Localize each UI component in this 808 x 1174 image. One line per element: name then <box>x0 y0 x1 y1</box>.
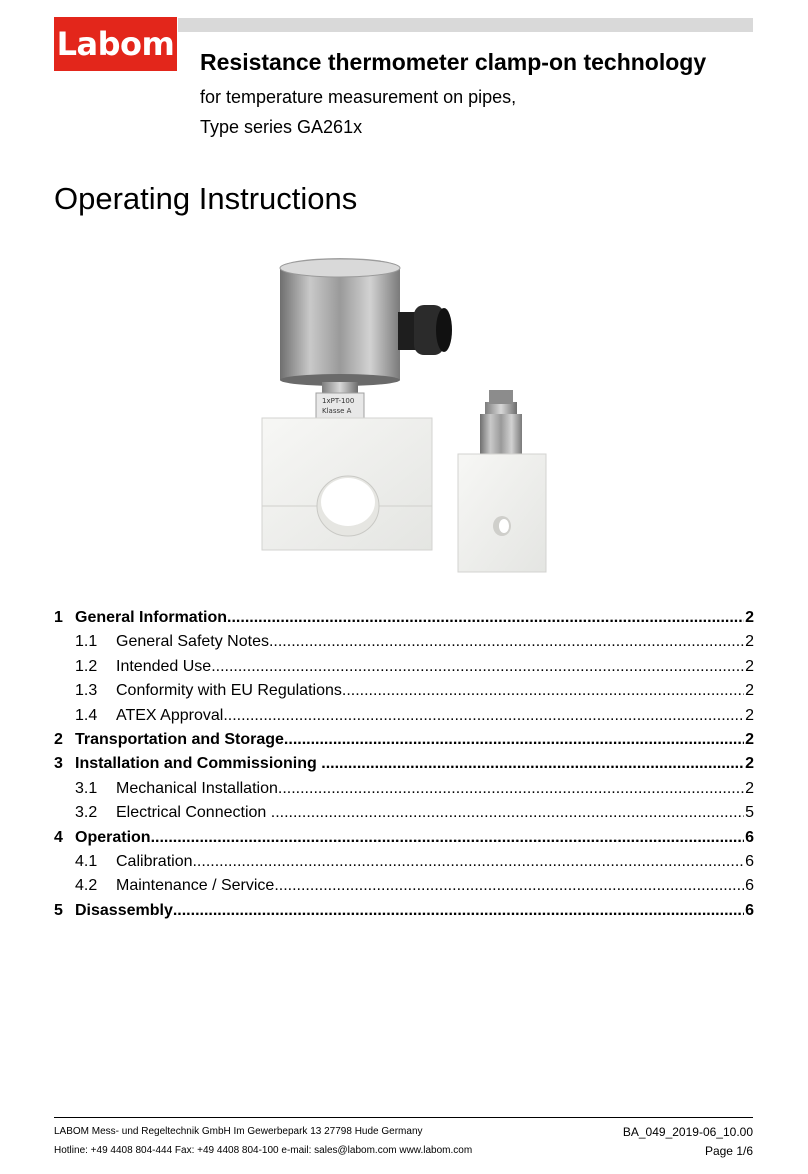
logo-text: Labom <box>56 25 175 63</box>
toc-leader <box>284 731 744 749</box>
toc-leader <box>342 682 744 700</box>
toc-leader <box>271 804 744 822</box>
toc-title: Operation <box>75 828 151 846</box>
toc-page: 2 <box>745 755 754 773</box>
toc-title: Transportation and Storage <box>75 730 284 748</box>
toc-entry[interactable] <box>54 853 754 877</box>
toc-leader <box>192 853 744 871</box>
toc-entry[interactable] <box>54 633 754 657</box>
toc-number: 5 <box>54 901 63 919</box>
toc-number: 1.3 <box>75 682 98 700</box>
footer-company: LABOM Mess- und Regeltechnik GmbH Im Gewerbepark 13 27798 Hude Germany <box>54 1126 423 1137</box>
product-photo <box>252 250 562 585</box>
toc-page: 5 <box>745 804 754 822</box>
toc-entry[interactable] <box>54 902 754 926</box>
toc-entry[interactable] <box>54 658 754 682</box>
toc-number: 3.2 <box>75 804 98 822</box>
toc-page: 2 <box>745 682 754 700</box>
toc-title: Electrical Connection <box>116 804 271 822</box>
labom-logo <box>54 17 177 71</box>
footer-page-number: Page 1/6 <box>704 1144 753 1158</box>
toc-entry[interactable] <box>54 609 754 633</box>
toc-number: 1 <box>54 609 63 626</box>
footer-divider <box>54 1117 753 1118</box>
photo-label-1: 1xPT-100 <box>322 397 355 405</box>
toc-title: Maintenance / Service <box>116 877 275 895</box>
toc-leader <box>151 829 745 847</box>
document-subtitle-2: Type series GA261x <box>200 117 363 137</box>
toc-entry[interactable] <box>54 731 754 755</box>
header-bar <box>178 18 753 32</box>
toc-leader <box>173 902 744 920</box>
toc-leader <box>269 633 744 651</box>
toc-number: 1.2 <box>75 657 98 675</box>
toc-entry[interactable] <box>54 804 754 828</box>
toc-page: 6 <box>745 901 754 919</box>
toc-entry[interactable] <box>54 707 754 731</box>
toc-page: 2 <box>745 609 754 626</box>
toc-leader <box>321 755 744 773</box>
toc-leader <box>211 658 744 676</box>
page-heading: Operating Instructions <box>54 181 358 216</box>
toc-number: 4 <box>54 828 63 846</box>
toc-title: Disassembly <box>75 901 173 919</box>
table-of-contents <box>54 609 754 926</box>
toc-leader <box>227 609 744 627</box>
toc-title: Installation and Commissioning <box>75 755 322 773</box>
footer-doc-id: BA_049_2019-06_10.00 <box>622 1125 753 1139</box>
toc-entry[interactable] <box>54 829 754 853</box>
photo-label-2: Klasse A <box>322 407 352 415</box>
toc-number: 1.4 <box>75 706 98 724</box>
toc-number: 1.1 <box>75 633 98 651</box>
toc-title: Calibration <box>116 852 193 870</box>
toc-page: 2 <box>745 730 754 748</box>
toc-number: 3 <box>54 755 63 773</box>
toc-page: 2 <box>745 633 754 651</box>
toc-number: 2 <box>54 730 63 748</box>
toc-page: 2 <box>745 779 754 797</box>
toc-entry[interactable] <box>54 877 754 901</box>
toc-page: 2 <box>745 706 754 724</box>
toc-title: Mechanical Installation <box>116 779 278 797</box>
toc-leader <box>278 780 744 798</box>
toc-title: Intended Use <box>116 657 212 675</box>
toc-page: 2 <box>745 657 754 675</box>
footer-contact: Hotline: +49 4408 804-444 Fax: +49 4408 804-100 e-mail: sales@labom.com www.labom.com <box>54 1145 473 1156</box>
document-subtitle-1: for temperature measurement on pipes, <box>200 87 517 107</box>
document-title: Resistance thermometer clamp-on technology <box>200 49 707 75</box>
toc-number: 4.2 <box>75 877 98 895</box>
toc-entry[interactable] <box>54 780 754 804</box>
toc-page: 6 <box>745 828 754 846</box>
toc-page: 6 <box>745 877 754 895</box>
toc-leader <box>223 707 744 725</box>
toc-entry[interactable] <box>54 682 754 706</box>
toc-title: General Information <box>75 609 228 626</box>
toc-leader <box>274 877 744 895</box>
toc-number: 3.1 <box>75 779 98 797</box>
toc-title: Conformity with EU Regulations <box>116 682 342 700</box>
toc-title: General Safety Notes <box>116 633 269 651</box>
toc-entry[interactable] <box>54 755 754 779</box>
toc-page: 6 <box>745 852 754 870</box>
toc-title: ATEX Approval <box>116 706 224 724</box>
toc-number: 4.1 <box>75 852 98 870</box>
